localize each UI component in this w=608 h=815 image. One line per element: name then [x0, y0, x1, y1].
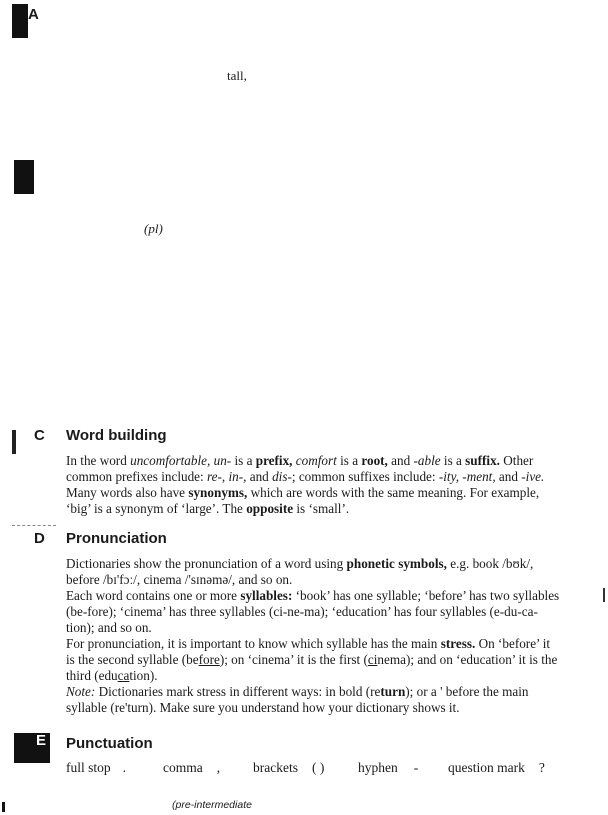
- pronunciation-line: For pronunciation, it is important to know which syllable has the main stress. On ‘before’ it: [66, 636, 551, 651]
- section-c-marker-bar: [12, 430, 16, 454]
- punctuation-symbol: ( ): [311, 760, 325, 775]
- pronunciation-line: syllable (re'turn). Make sure you understand how your dictionary shows it.: [66, 700, 460, 715]
- stray-word-tall: tall,: [227, 68, 247, 83]
- section-e-letter: E: [36, 732, 47, 749]
- section-a-marker-block: [12, 4, 28, 38]
- pronunciation-line: Each word contains one or more syllables: ‘book’ has one syllable; ‘before’ has two syllables: [66, 588, 560, 603]
- punctuation-name: comma: [163, 760, 203, 775]
- word-building-line: ‘big’ is a synonym of ‘large’. The opposite is ‘small’.: [66, 501, 350, 516]
- word-building-heading: Word building: [66, 427, 167, 444]
- pronunciation-line: tion); and so on.: [66, 620, 152, 635]
- punctuation-symbol: ?: [538, 760, 545, 775]
- section-c-letter: C: [34, 427, 45, 444]
- punctuation-item: [66, 760, 126, 776]
- punctuation-name: brackets: [253, 760, 298, 775]
- stray-word-pl: (pl): [144, 221, 163, 236]
- punctuation-item: [253, 760, 324, 776]
- word-building-text: [66, 453, 601, 517]
- section-d-letter: D: [34, 530, 45, 547]
- margin-mark: [603, 588, 605, 602]
- punctuation-name: question mark: [448, 760, 525, 775]
- punctuation-symbol: ,: [216, 760, 221, 775]
- pronunciation-heading: Pronunciation: [66, 530, 167, 547]
- pronunciation-line: (be-fore); ‘cinema’ has three syllables (ci-ne-ma); ‘education’ has four syllables (e-du-ca-: [66, 604, 538, 619]
- section-b-marker-block: [14, 160, 34, 194]
- punctuation-name: hyphen: [358, 760, 398, 775]
- section-d-divider: [12, 525, 56, 526]
- word-building-line: common prefixes include: re-, in-, and dis-; common suffixes include: -ity, -ment, and -ive.: [66, 469, 545, 484]
- punctuation-item: [448, 760, 545, 776]
- pronunciation-line: third (education).: [66, 668, 158, 683]
- word-building-line: Many words also have synonyms, which are words with the same meaning. For example,: [66, 485, 540, 500]
- punctuation-heading: Punctuation: [66, 735, 153, 752]
- section-a-letter: A: [28, 6, 39, 23]
- pronunciation-line: Dictionaries show the pronunciation of a word using phonetic symbols, e.g. book /bʊk/,: [66, 556, 534, 571]
- pronunciation-line: Note: Dictionaries mark stress in different ways: in bold (return); or a ' before the main: [66, 684, 529, 699]
- pronunciation-text: [66, 556, 601, 716]
- punctuation-name: full stop: [66, 760, 111, 775]
- punctuation-symbol: .: [122, 760, 127, 775]
- footer-mark: [2, 802, 5, 812]
- punctuation-item: [358, 760, 418, 776]
- punctuation-item: [163, 760, 220, 776]
- word-building-line: In the word uncomfortable, un- is a prefix, comfort is a root, and -able is a suffix. Other: [66, 453, 534, 468]
- punctuation-symbol: -: [413, 760, 419, 775]
- pronunciation-line: is the second syllable (before); on ‘cinema’ it is the first (cinema); and on ‘education’ it is the: [66, 652, 558, 667]
- pronunciation-line: before /bɪ'fɔː/, cinema /'sɪnəmə/, and so on.: [66, 572, 293, 587]
- footer-text: (pre-intermediate: [172, 799, 252, 811]
